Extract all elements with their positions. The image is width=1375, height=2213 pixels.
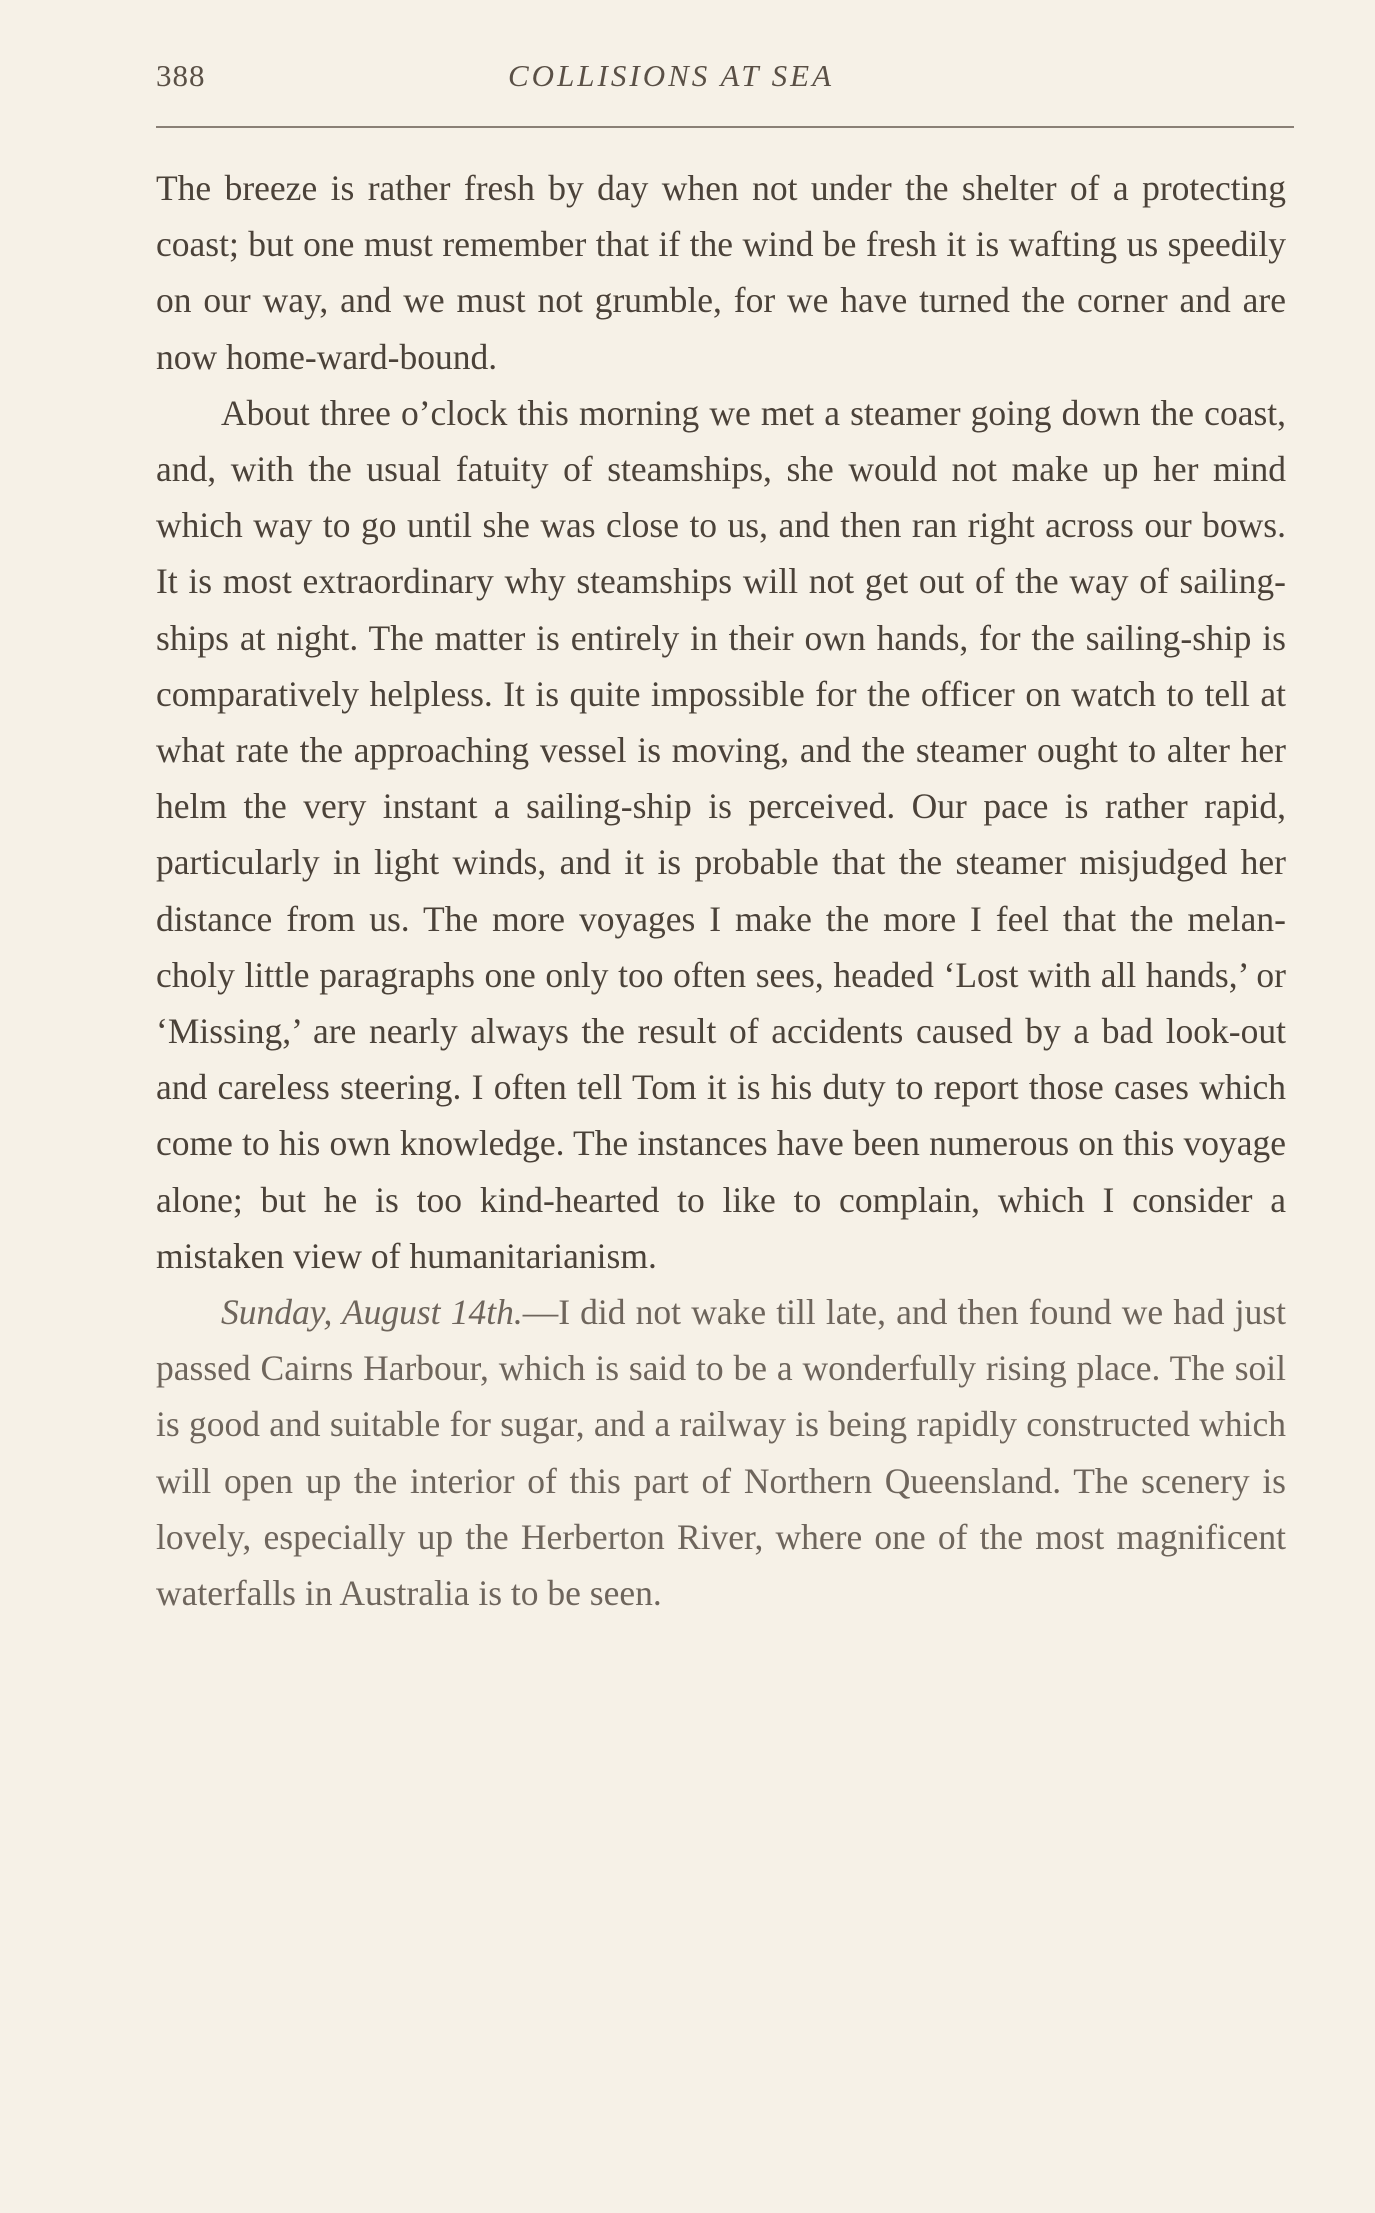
diary-entry-text: —I did not wake till late, and then found we had just passed Cairns Harbour, which is said to be a wonderfully rising place. The soil is good and suitable for sugar, and a railway is being rapidly constructed which will open up the interior of this part of Northern Queensland. The scenery is lovely, especially up the Herberton River, where one of the most magnificent waterfalls in Australia is to be seen.: [156, 1292, 1286, 1614]
paragraph-steamer: About three o’clock this morning we met a steamer going down the coast, and, with the usual fatuity of steamships, she would not make up her mind which way to go until she was close to us, and then ran right across our bows. It is most extraordinary why steamships will not get out of the way of sailing-ships at night. The matter is entirely in their own hands, for the sailing-ship is comparatively helpless. It is quite impossible for the officer on watch to tell at what rate the approaching vessel is moving, and the steamer ought to alter her helm the very instant a sailing-ship is perceived. Our pace is rather rapid, particularly in light winds, and it is probable that the steamer misjudged her distance from us. The more voyages I make the more I feel that the melan-choly little paragraphs one only too often sees, headed ‘Lost with all hands,’ or ‘Missing,’ are nearly always the result of accidents caused by a bad look-out and careless steering. I often tell Tom it is his duty to report those cases which come to his own knowledge. The instances have been numerous on this voyage alone; but he is too kind-hearted to like to complain, which I consider a mistaken view of humanitarianism.: [156, 392, 1286, 1276]
paragraph-sunday: [156, 1284, 1286, 1621]
page-number: 388: [156, 58, 206, 93]
diary-date: Sunday, August: [221, 1292, 441, 1333]
diary-date-day: 14th.: [450, 1292, 523, 1333]
body-text: [156, 160, 1286, 1621]
page-header: [156, 58, 1296, 108]
running-title: COLLISIONS AT SEA: [508, 58, 835, 93]
paragraph-breeze: The breeze is rather fresh by day when not under the shelter of a protecting coast; but one must remember that if the wind be fresh it is wafting us speedily on our way, and we must not grumble, for we have turned the corner and are now home-ward-bound.: [156, 168, 1286, 377]
header-rule: [156, 126, 1294, 128]
